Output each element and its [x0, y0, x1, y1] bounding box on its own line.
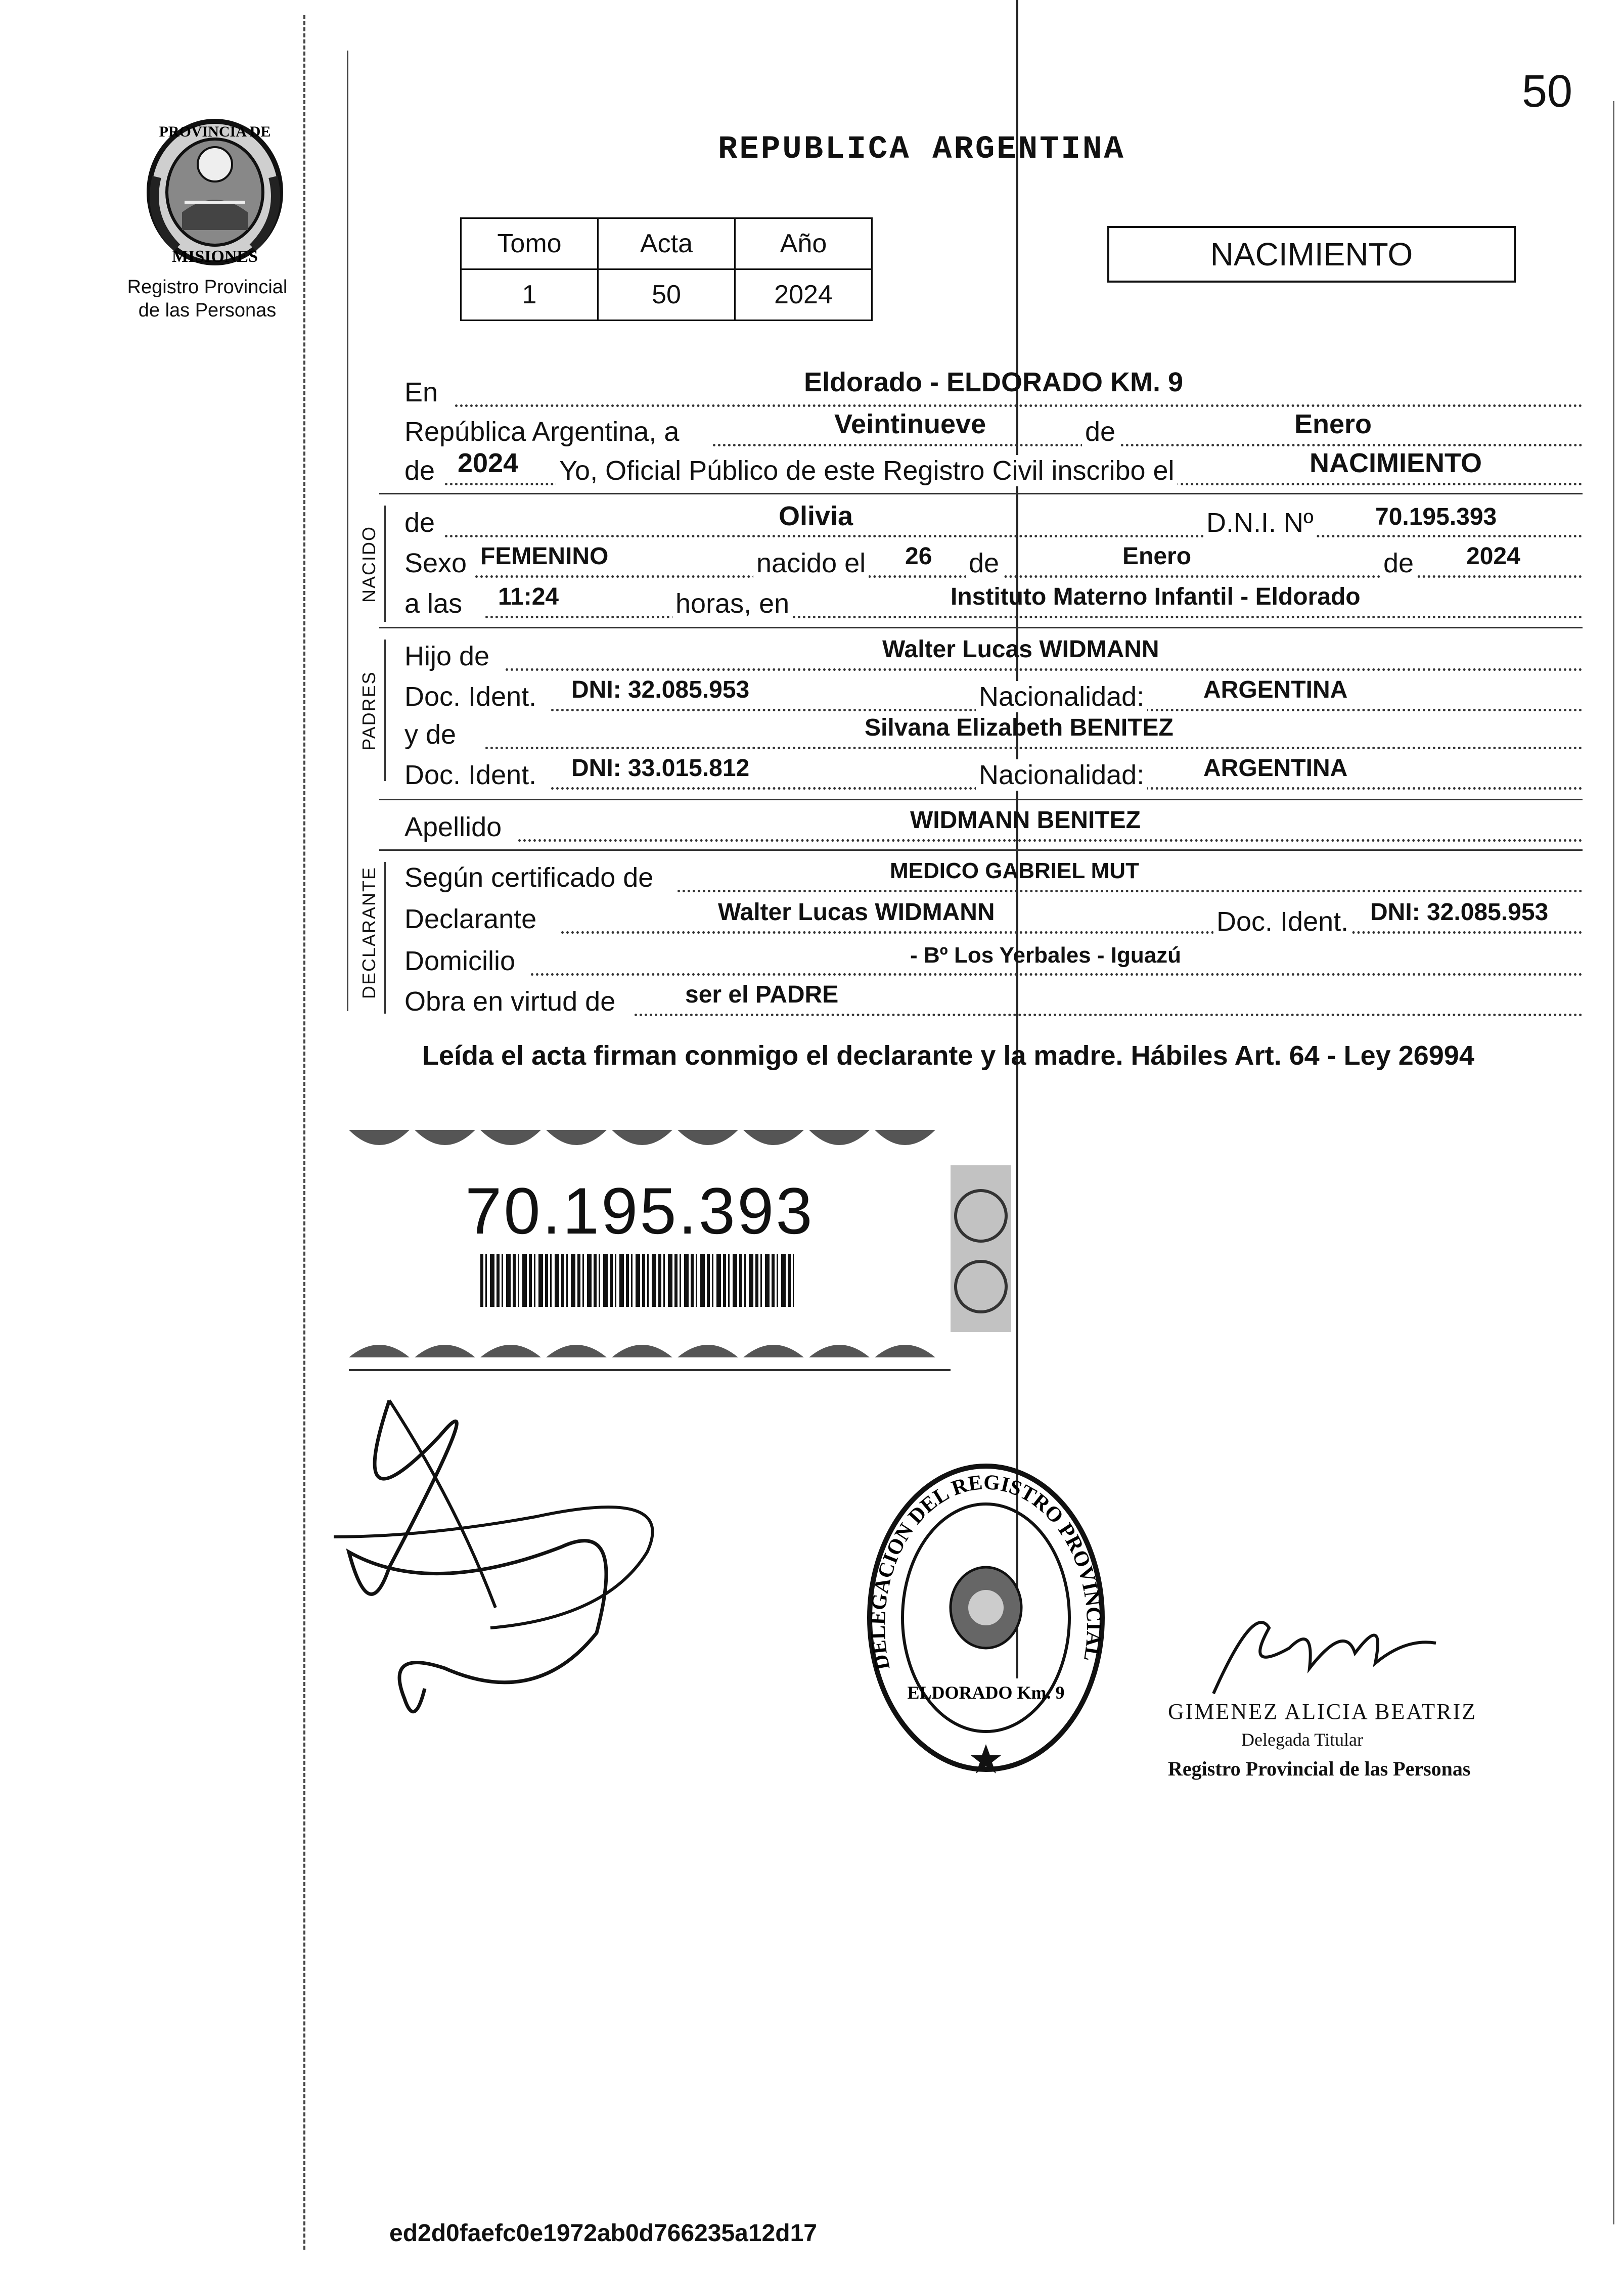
- registrar-statement: Yo, Oficial Público de este Registro Civil inscribo el: [556, 455, 1178, 486]
- dotted-line: [485, 616, 1583, 618]
- label-dni: D.N.I. Nº: [1203, 507, 1317, 538]
- registry-line-1: Registro Provincial: [127, 277, 288, 298]
- section-divider: [379, 627, 1583, 628]
- value-year: 2024: [458, 448, 519, 478]
- section-divider: [379, 799, 1583, 800]
- value-declarant-name: Walter Lucas WIDMANN: [718, 899, 995, 926]
- section-label-nacido: NACIDO: [358, 526, 379, 603]
- label-hijo-de: Hijo de: [404, 641, 490, 671]
- value-father-name: Walter Lucas WIDMANN: [882, 636, 1159, 663]
- official-role: Delegada Titular: [1241, 1729, 1363, 1750]
- section-label-declarante: DECLARANTE: [358, 866, 379, 999]
- value-mother-dni: DNI: 33.015.812: [571, 755, 750, 782]
- id-sticker: [349, 1125, 1016, 1373]
- label-a-las: a las: [404, 588, 463, 619]
- value-birth-year: 2024: [1466, 543, 1520, 570]
- value-child-name: Olivia: [779, 501, 853, 531]
- header-tomo: Tomo: [461, 218, 598, 269]
- value-birth-time: 11:24: [498, 583, 559, 610]
- section-divider: [379, 493, 1583, 494]
- header-anio: Año: [735, 218, 872, 269]
- value-father-nationality: ARGENTINA: [1203, 676, 1348, 703]
- label-de-2: de: [404, 456, 435, 486]
- section-label-padres: PADRES: [358, 671, 379, 751]
- page-number: 50: [1522, 66, 1573, 117]
- value-day: Veintinueve: [834, 409, 986, 439]
- value-acta: 50: [598, 269, 735, 321]
- logo-top-text: PROVINCIA DE: [159, 123, 271, 140]
- section-bracket-declarante: [384, 862, 386, 1014]
- value-place: Eldorado - ELDORADO KM. 9: [804, 367, 1184, 397]
- dotted-line: [506, 668, 1583, 671]
- dotted-line: [531, 973, 1583, 976]
- registry-caption: [109, 276, 306, 322]
- section-divider: [379, 849, 1583, 851]
- label-doc-ident-2: Doc. Ident.: [404, 760, 537, 790]
- official-office: Registro Provincial de las Personas: [1168, 1757, 1471, 1780]
- dotted-line: [455, 404, 1583, 407]
- stamp-outer-text: DELEGACION DEL REGISTRO PROVINCIAL: [866, 1470, 1106, 1672]
- label-doc-ident: Doc. Ident.: [404, 681, 537, 712]
- dotted-line: [678, 890, 1583, 892]
- label-nacionalidad: Nacionalidad:: [976, 681, 1147, 712]
- label-sexo: Sexo: [404, 548, 467, 578]
- value-anio: 2024: [735, 269, 872, 321]
- page-title: REPUBLICA ARGENTINA: [718, 131, 1125, 168]
- label-nacido-el: nacido el: [753, 548, 869, 579]
- dotted-line: [445, 535, 1583, 537]
- value-sex: FEMENINO: [480, 543, 609, 570]
- value-record-type: NACIMIENTO: [1310, 448, 1482, 478]
- value-certificate: MEDICO GABRIEL MUT: [890, 858, 1139, 883]
- value-month: Enero: [1294, 409, 1372, 439]
- record-table: [460, 217, 873, 321]
- margin-rule-right: [1613, 101, 1614, 2224]
- value-father-dni: DNI: 32.085.953: [571, 676, 750, 703]
- value-mother-nationality: ARGENTINA: [1203, 755, 1348, 782]
- margin-rule-left: [303, 15, 305, 2250]
- dotted-line: [713, 444, 1583, 446]
- official-name: GIMENEZ ALICIA BEATRIZ: [1168, 1699, 1477, 1724]
- label-y-de: y de: [404, 719, 457, 750]
- logo-bottom-text: MISIONES: [171, 247, 258, 266]
- label-de: de: [1082, 416, 1118, 447]
- value-mother-name: Silvana Elizabeth BENITEZ: [865, 714, 1174, 741]
- label-decl-doc-ident: Doc. Ident.: [1213, 906, 1351, 937]
- label-horas-en: horas, en: [672, 588, 792, 619]
- label-declarante: Declarante: [404, 904, 537, 934]
- value-surname: WIDMANN BENITEZ: [910, 807, 1141, 834]
- dotted-line: [561, 931, 1583, 934]
- value-birth-month: Enero: [1122, 543, 1192, 570]
- label-birth-de: de: [966, 548, 1002, 579]
- label-segun: Según certificado de: [404, 862, 654, 893]
- label-apellido: Apellido: [404, 812, 502, 842]
- barcode: [480, 1254, 794, 1307]
- header-acta: Acta: [598, 218, 735, 269]
- closing-note: Leída el acta firman conmigo el declarante y la madre. Hábiles Art. 64 - Ley 26994: [422, 1040, 1474, 1071]
- value-tomo: 1: [461, 269, 598, 321]
- section-bracket-padres: [384, 640, 386, 781]
- label-obra: Obra en virtud de: [404, 986, 616, 1017]
- official-signature: [1193, 1592, 1446, 1699]
- dotted-line: [635, 1014, 1583, 1016]
- value-declarant-dni: DNI: 32.085.953: [1370, 899, 1549, 926]
- label-de-name: de: [404, 508, 435, 538]
- value-address: - Bº Los Yerbales - Iguazú: [910, 943, 1182, 968]
- label-republica: República Argentina, a: [404, 417, 680, 447]
- registry-stamp: [860, 1456, 1112, 1780]
- province-seal-logo: [137, 116, 293, 268]
- value-birth-place: Instituto Materno Infantil - Eldorado: [951, 583, 1361, 610]
- section-bracket-nacido: [384, 506, 386, 622]
- label-nacionalidad-2: Nacionalidad:: [976, 759, 1147, 791]
- registry-line-2: de las Personas: [138, 300, 277, 321]
- value-birth-day: 26: [905, 543, 932, 570]
- document-type-box: NACIMIENTO: [1107, 226, 1516, 283]
- label-domicilio: Domicilio: [404, 946, 516, 976]
- sticker-dni-number: 70.195.393: [465, 1174, 815, 1248]
- label-birth-de-2: de: [1380, 548, 1417, 579]
- dotted-line: [518, 839, 1583, 842]
- dotted-line: [485, 747, 1583, 749]
- stamp-inner-text: ELDORADO Km. 9: [907, 1682, 1065, 1703]
- value-reason: ser el PADRE: [685, 981, 839, 1008]
- margin-rule-left-2: [347, 51, 348, 1011]
- document-hash: ed2d0faefc0e1972ab0d766235a12d17: [389, 2220, 817, 2247]
- declarant-signature: [324, 1385, 829, 1739]
- label-en: En: [404, 377, 438, 407]
- value-child-dni: 70.195.393: [1375, 504, 1497, 530]
